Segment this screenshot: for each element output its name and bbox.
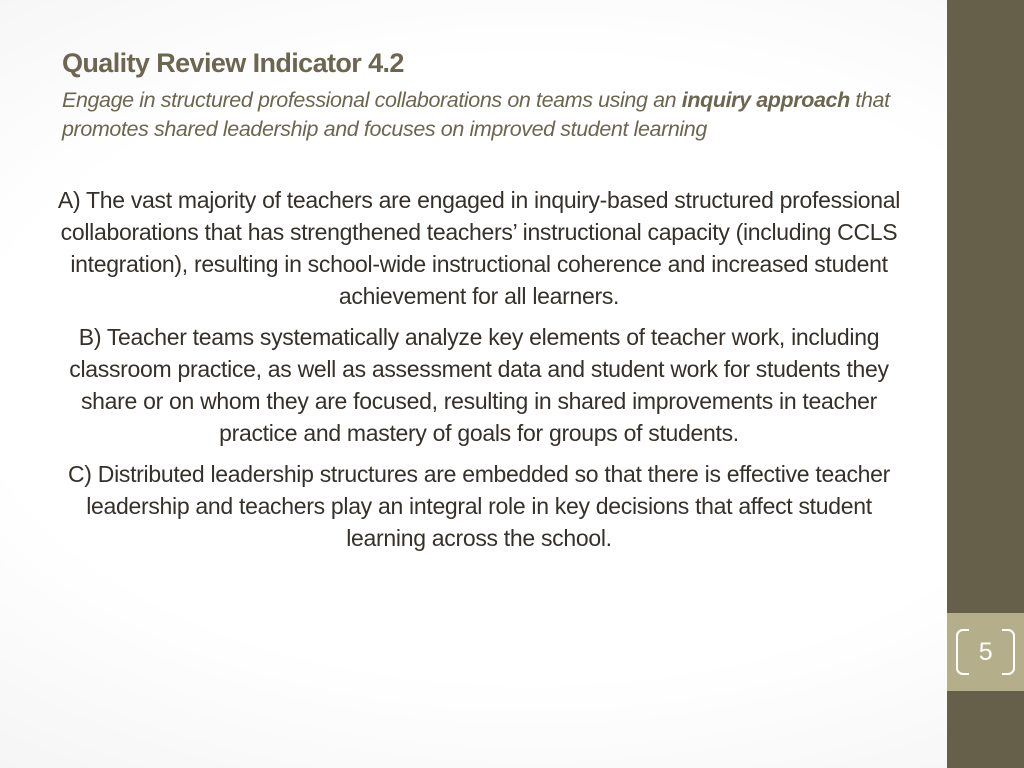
right-bracket-icon: [1002, 629, 1015, 675]
subtitle-text-start: Engage in structured professional collaborations on teams using an: [62, 88, 682, 112]
page-number-badge: [947, 613, 1024, 691]
subtitle-bold-phrase: inquiry approach: [681, 88, 850, 112]
indicator-paragraph-c: C) Distributed leadership structures are embedded so that there is effective teacher leadership and teachers play an integral role in key decisions that affect student learning across the school.: [68, 461, 890, 551]
slide-subtitle: [62, 86, 944, 144]
indicator-paragraph-b: B) Teacher teams systematically analyze key elements of teacher work, including classroom practice, as well as assessment data and student work for students they share or on whom they are focused, resulting in shared improvements in teacher practice and mastery of goals for groups of students.: [69, 324, 889, 446]
left-bracket-icon: [956, 629, 969, 675]
page-number: 5: [978, 637, 993, 666]
right-accent-bar: [947, 0, 1024, 768]
indicator-paragraph-a: A) The vast majority of teachers are engaged in inquiry-based structured professional collaborations that has strengthened teachers’ instructional capacity (including CCLS integration), resulting in school-wide instructional coherence and increased student achievement for all learners.: [57, 187, 901, 309]
slide-body: [45, 184, 913, 563]
slide-title: Quality Review Indicator 4.2: [62, 48, 404, 78]
subtitle-text-end: that promotes shared leadership and focuses on improved student learning: [62, 88, 890, 141]
